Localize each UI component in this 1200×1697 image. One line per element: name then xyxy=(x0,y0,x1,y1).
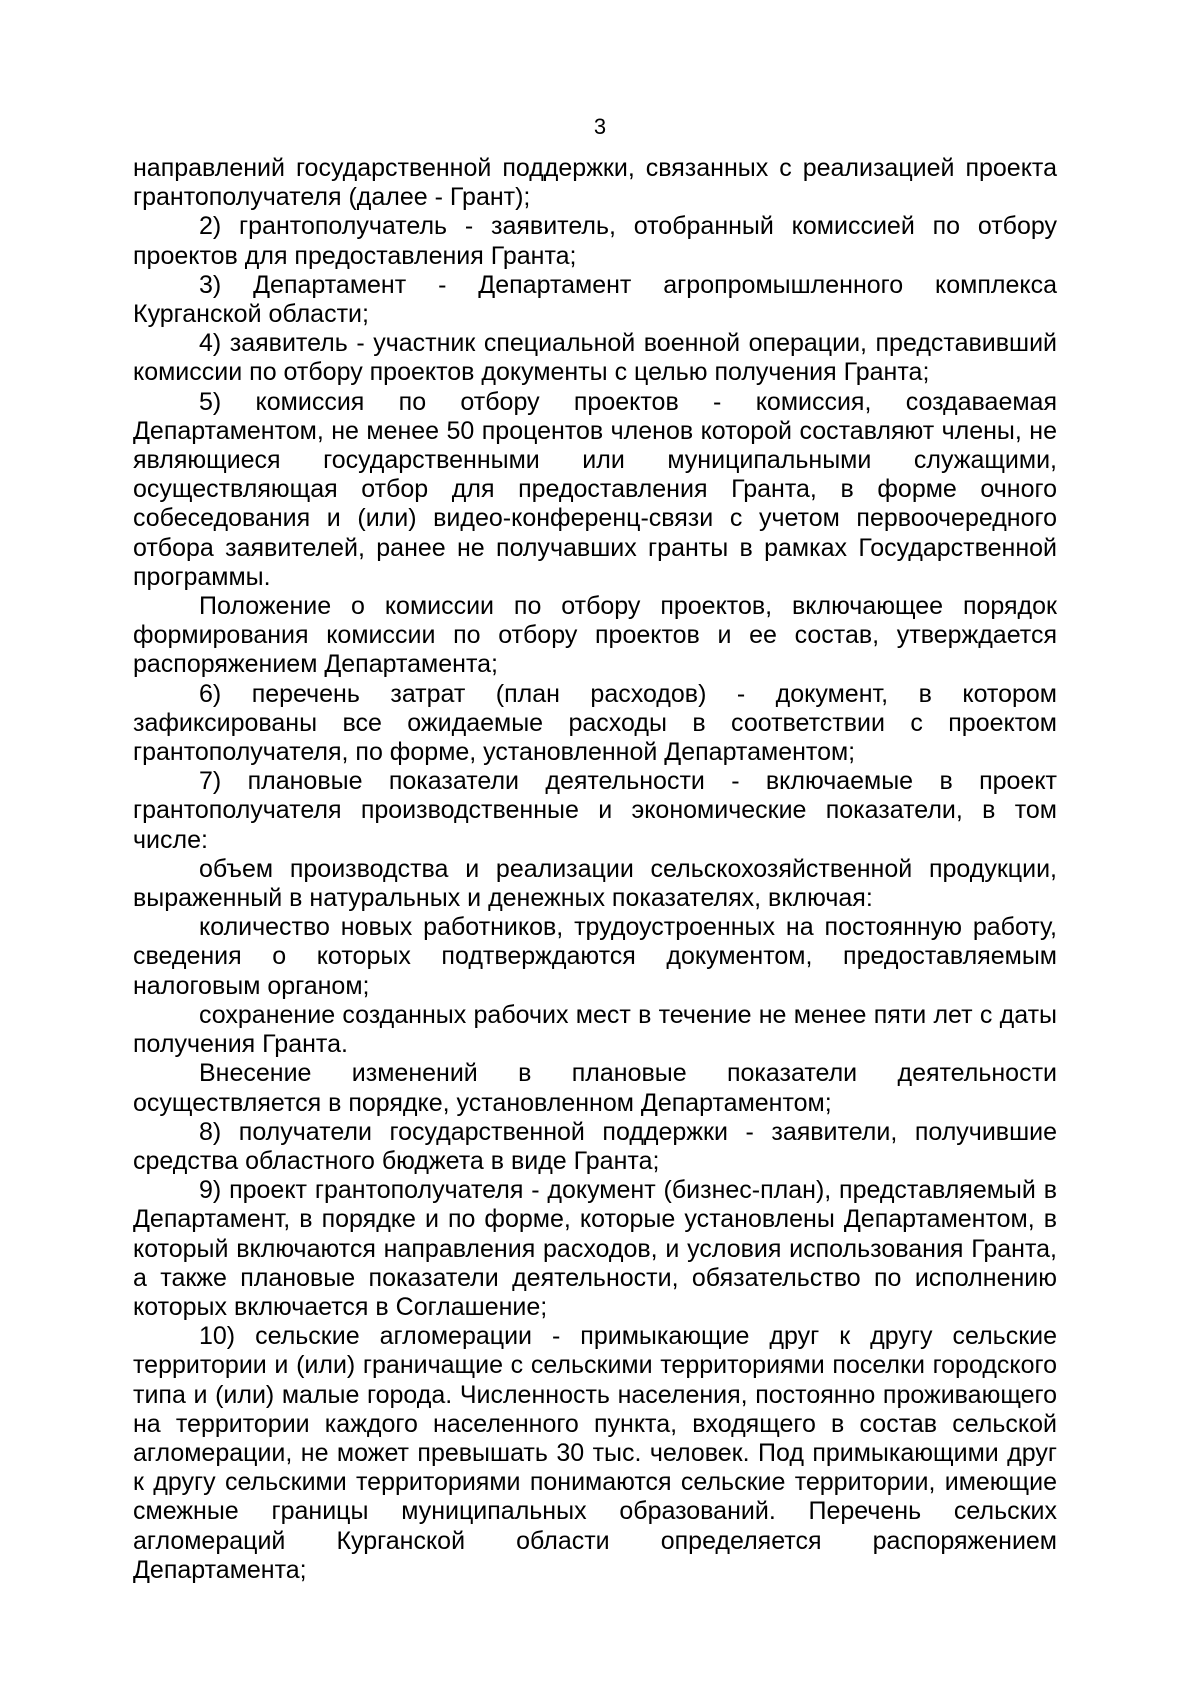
paragraph: Положение о комиссии по отбору проектов, включающее порядок формирования комиссии по отбору проектов и ее состав, утверждается распоряжением Департамента; xyxy=(133,592,1057,679)
paragraph: количество новых работников, трудоустроенных на постоянную работу, сведения о которых подтверждаются документом, предоставляемым налоговым органом; xyxy=(133,913,1057,1000)
paragraph: 9) проект грантополучателя - документ (бизнес-план), представляемый в Департамент, в порядке и по форме, которые установлены Департаментом, в который включаются направления расходов, и условия использования Гранта, а также плановые показатели деятельности, обязательство по исполнению которых включается в Соглашение; xyxy=(133,1176,1057,1321)
paragraph: объем производства и реализации сельскохозяйственной продукции, выраженный в натуральных и денежных показателях, включая: xyxy=(133,854,1057,913)
paragraph: сохранение созданных рабочих мест в течение не менее пяти лет с даты получения Гранта. xyxy=(133,1000,1057,1059)
paragraph: 5) комиссия по отбору проектов - комиссия, создаваемая Департаментом, не менее 50 процентов членов которой составляют члены, не являющиеся государственными или муниципальными служащими, осуществляющая отбор для предоставления Гранта, в форме очного собеседования и (или) видео-конференц-связи с учетом первоочередного отбора заявителей, ранее не получавших гранты в рамках Государственной программы. xyxy=(133,387,1057,591)
paragraph: 6) перечень затрат (план расходов) - документ, в котором зафиксированы все ожидаемые расходы в соответствии с проектом грантополучателя, по форме, установленной Департаментом; xyxy=(133,679,1057,767)
paragraph: 3) Департамент - Департамент агропромышленного комплекса Курганской области; xyxy=(133,270,1057,329)
paragraph: 10) сельские агломерации - примыкающие друг к другу сельские территории и (или) граничащие с сельскими территориями поселки городского типа и (или) малые города. Численность населения, постоянно проживающего на территории каждого населенного пункта, входящего в состав сельской агломерации, не может превышать 30 тыс. человек. Под примыкающими друг к другу сельскими территориями понимаются сельские территории, имеющие смежные границы муниципальных образований. Перечень сельских агломераций Курганской области определяется распоряжением Департамента; xyxy=(133,1322,1057,1584)
paragraph: Внесение изменений в плановые показатели деятельности осуществляется в порядке, установленном Департаментом; xyxy=(133,1059,1057,1117)
paragraph: 8) получатели государственной поддержки - заявители, получившие средства областного бюджета в виде Гранта; xyxy=(133,1117,1057,1175)
paragraph: 2) грантополучатель - заявитель, отобранный комиссией по отбору проектов для предоставления Гранта; xyxy=(133,212,1057,270)
paragraph: направлений государственной поддержки, связанных с реализацией проекта грантополучателя (далее - Грант); xyxy=(133,154,1057,212)
paragraph: 4) заявитель - участник специальной военной операции, представивший комиссии по отбору проектов документы с целью получения Гранта; xyxy=(133,329,1057,387)
page-number: 3 xyxy=(593,114,607,139)
document-body xyxy=(133,154,1057,1585)
paragraph: 7) плановые показатели деятельности - включаемые в проект грантополучателя производственные и экономические показатели, в том числе: xyxy=(133,767,1057,854)
